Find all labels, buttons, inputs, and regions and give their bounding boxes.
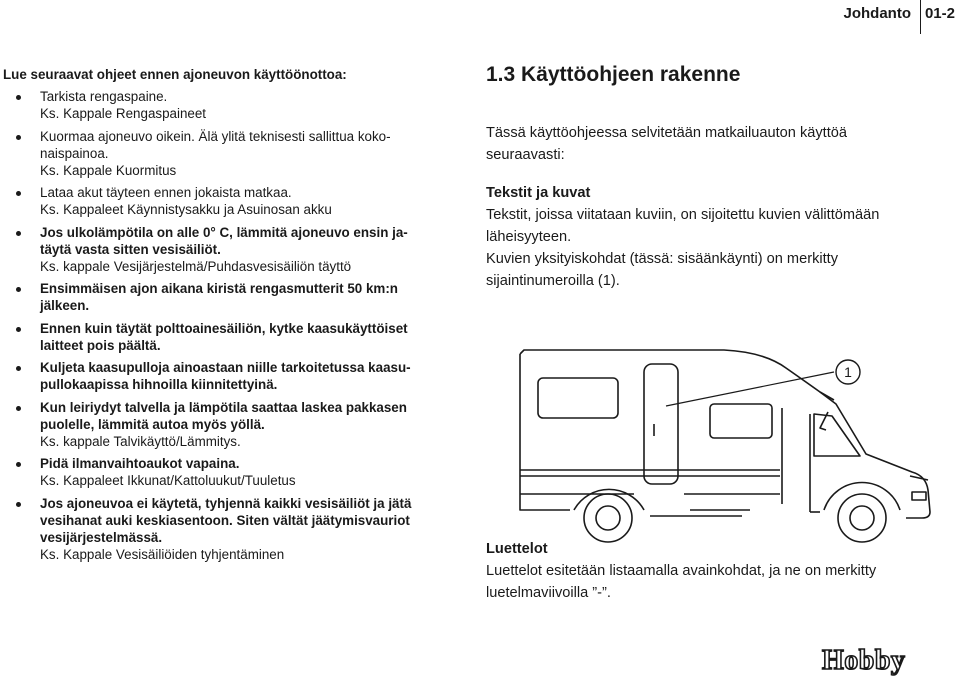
bullet-list (3, 88, 455, 563)
bullet-dot-icon (16, 406, 21, 411)
bullet-item (3, 128, 455, 179)
bullet-text-line: Tarkista rengaspaine. (40, 89, 168, 104)
intro-line-1: Tässä käyttöohjeessa selvitetään matkailuauton käyttöä (486, 125, 847, 141)
intro-line-2: seuraavasti: (486, 147, 565, 163)
callout-number: 1 (844, 364, 852, 380)
bullet-dot-icon (16, 502, 21, 507)
bullet-reference: Ks. Kappale Rengaspaineet (40, 106, 207, 121)
text-heading: Tekstit ja kuvat (486, 185, 591, 201)
bullet-dot-icon (16, 135, 21, 140)
page-number: 01-2 (924, 5, 955, 22)
motorhome-illustration (514, 344, 954, 544)
left-intro: Lue seuraavat ohjeet ennen ajoneuvon käyttöönottoa: (3, 67, 347, 82)
bullet-item (3, 320, 455, 354)
bullet-text-line: täytä vasta sitten vesisäiliöt. (40, 241, 221, 257)
list-line-1: Luettelot esitetään listaamalla avainkohdat, ja ne on merkitty (486, 563, 877, 579)
bullet-item (3, 88, 455, 122)
bullet-dot-icon (16, 95, 21, 100)
text-line-1: Tekstit, joissa viitataan kuviin, on sijoitettu kuvien välittömään (486, 207, 880, 223)
bullet-text-line: Kuormaa ajoneuvo oikein. Älä ylitä teknisesti sallittua koko- (40, 128, 391, 144)
text-line-3: Kuvien yksityiskohdat (tässä: sisäänkäynti) on merkitty (486, 251, 839, 267)
bullet-item (3, 184, 455, 218)
bullet-reference: Ks. kappale Talvikäyttö/Lämmitys. (40, 433, 241, 449)
header-divider (920, 0, 921, 34)
bullet-text-line: Jos ulkolämpötila on alle 0° C, lämmitä ajoneuvo ensin ja- (40, 224, 408, 240)
bullet-reference: Ks. Kappaleet Käynnistysakku ja Asuinosan akku (40, 202, 332, 217)
bullet-text-line: Pidä ilmanvaihtoaukot vapaina. (40, 456, 240, 471)
bullet-dot-icon (16, 327, 21, 332)
bullet-text-line: puolelle, lämmitä autoa myös yöllä. (40, 416, 265, 432)
section-heading: 1.3 Käyttöohjeen rakenne (486, 63, 741, 86)
bullet-text-line: laitteet pois päältä. (40, 337, 161, 353)
page-header (0, 0, 959, 34)
bullet-text-line: Ennen kuin täytät polttoainesäiliön, kytke kaasukäyttöiset (40, 320, 408, 336)
section-title: Johdanto (843, 5, 911, 22)
bullet-item (3, 495, 455, 563)
bullet-item (3, 359, 455, 393)
bullet-dot-icon (16, 287, 21, 292)
bullet-dot-icon (16, 366, 21, 371)
bullet-reference: Ks. Kappaleet Ikkunat/Kattoluukut/Tuuletus (40, 473, 296, 488)
left-column (3, 66, 455, 568)
bullet-text-line: Lataa akut täyteen ennen jokaista matkaa. (40, 185, 292, 200)
bullet-text-line: vesijärjestelmässä. (40, 529, 163, 545)
bullet-reference: Ks. Kappale Kuormitus (40, 162, 177, 178)
right-column (486, 62, 936, 601)
bullet-text-line: Kuljeta kaasupulloja ainoastaan niille tarkoitetussa kaasu- (40, 360, 411, 375)
bullet-item (3, 224, 455, 275)
bullet-item (3, 280, 455, 314)
bullet-text-line: vesihanat auki keskiasentoon. Siten vältät jäätymisvauriot (40, 512, 410, 528)
bullet-reference: Ks. kappale Vesijärjestelmä/Puhdasvesisäiliön täyttö (40, 258, 352, 274)
bullet-text-line: Kun leiriydyt talvella ja lämpötila saattaa laskea pakkasen (40, 399, 407, 415)
bullet-text-line: pullokaapissa hihnoilla kiinnitettyinä. (40, 377, 278, 392)
bullet-text-line: Jos ajoneuvoa ei käytetä, tyhjennä kaikki vesisäiliöt ja jätä (40, 495, 412, 511)
text-line-2: läheisyyteen. (486, 229, 572, 245)
list-heading: Luettelot (486, 541, 548, 557)
bullet-dot-icon (16, 231, 21, 236)
bullet-text-line: jälkeen. (40, 298, 90, 313)
bullet-text-line: naispainoa. (40, 145, 109, 161)
bullet-item (3, 399, 455, 450)
bullet-dot-icon (16, 191, 21, 196)
bullet-reference: Ks. Kappale Vesisäiliöiden tyhjentäminen (40, 546, 285, 562)
hobby-logo: Hobby (822, 645, 906, 676)
bullet-dot-icon (16, 462, 21, 467)
bullet-text-line: Ensimmäisen ajon aikana kiristä rengasmutterit 50 km:n (40, 281, 398, 296)
bullet-item (3, 455, 455, 489)
text-line-4: sijaintinumeroilla (1). (486, 273, 620, 289)
list-line-2: luetelmaviivoilla ”-”. (486, 585, 611, 601)
